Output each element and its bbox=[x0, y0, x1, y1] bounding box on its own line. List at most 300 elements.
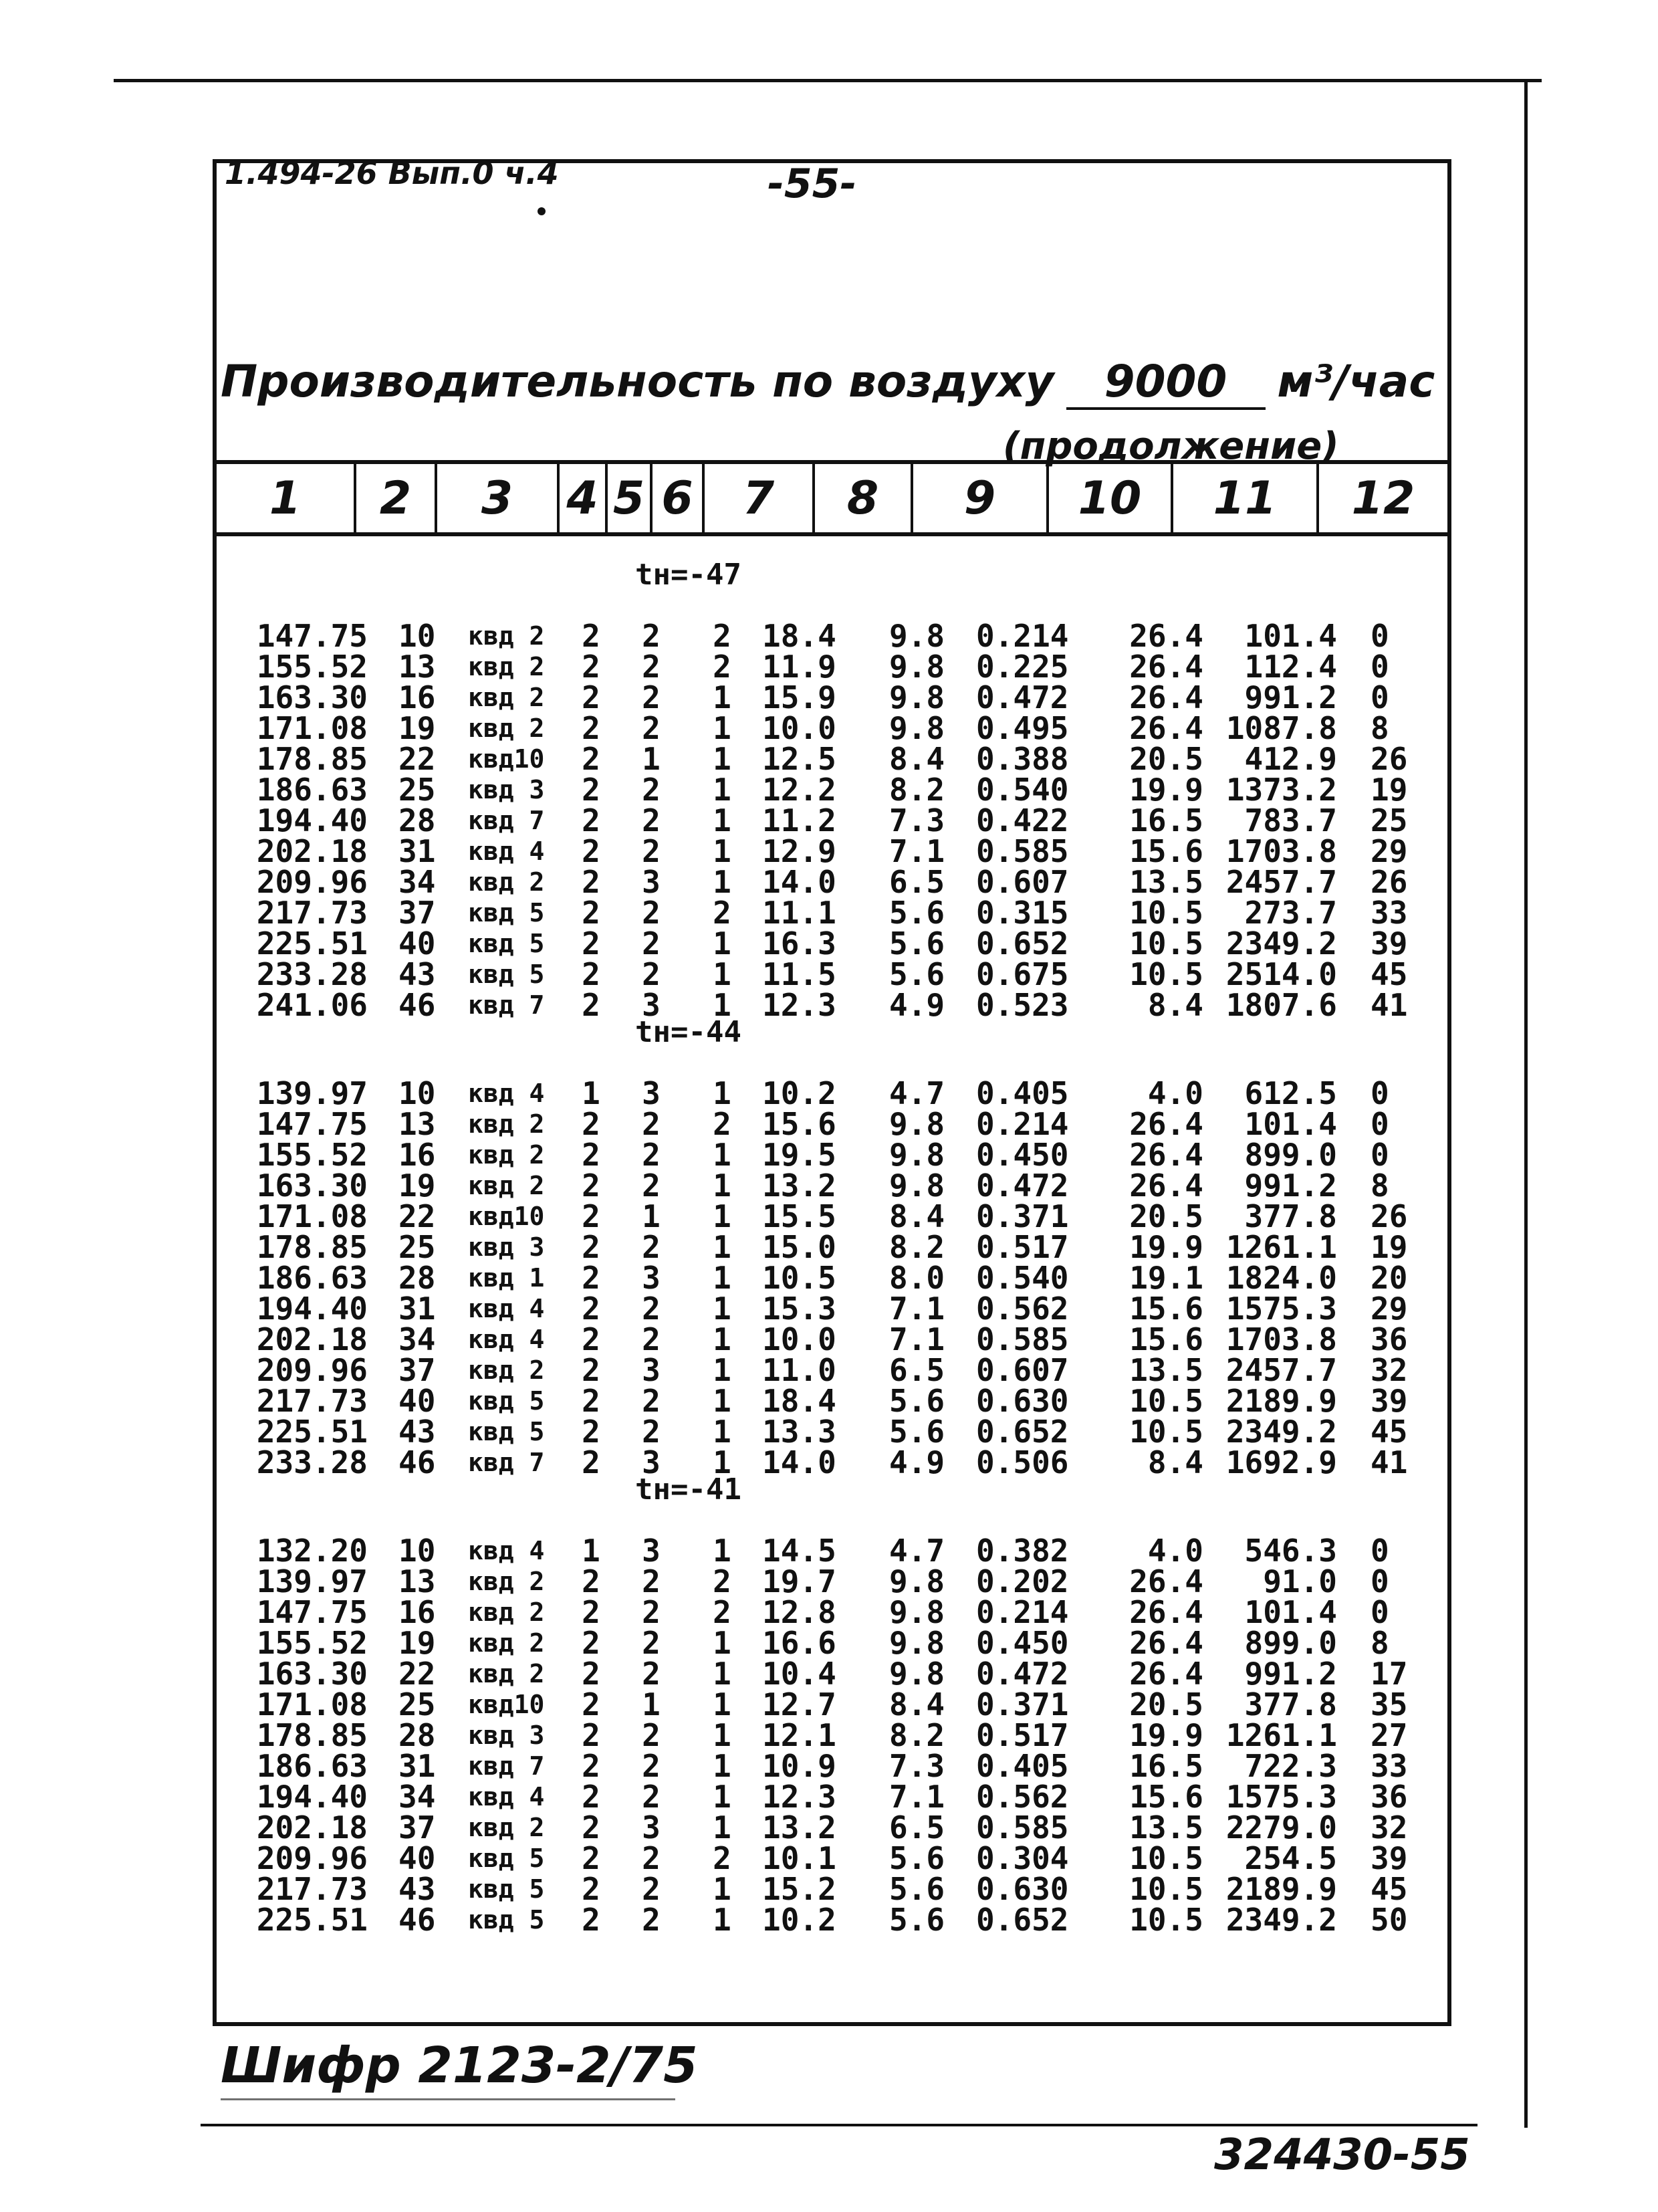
table-row bbox=[0, 618, 1658, 654]
cell-col-2: 34 bbox=[398, 1321, 436, 1357]
cell-col-2: 10 bbox=[398, 1075, 436, 1111]
cell-col-9: 0.630 bbox=[976, 1383, 1069, 1419]
cell-col-4: 2 bbox=[582, 1229, 600, 1265]
table-row bbox=[0, 1352, 1658, 1388]
cell-col-4: 2 bbox=[582, 1748, 600, 1784]
cell-col-7: 10.1 bbox=[762, 1840, 836, 1876]
cell-col-4: 2 bbox=[582, 1625, 600, 1661]
cell-col-9: 0.607 bbox=[976, 864, 1069, 900]
cell-col-9: 0.450 bbox=[976, 1625, 1069, 1661]
cell-col-1: 178.85 bbox=[256, 1717, 368, 1753]
cell-col-9: 0.304 bbox=[976, 1840, 1069, 1876]
cell-col-3: квд 2 bbox=[468, 1109, 545, 1139]
cell-col-11: 2457.7 bbox=[1225, 864, 1337, 900]
cell-col-9: 0.422 bbox=[976, 802, 1069, 839]
cell-col-8: 7.1 bbox=[889, 1291, 945, 1327]
cell-col-6: 1 bbox=[713, 1809, 731, 1846]
cell-col-9: 0.214 bbox=[976, 618, 1069, 654]
cell-col-11: 991.2 bbox=[1244, 679, 1337, 715]
cell-col-4: 2 bbox=[582, 1352, 600, 1388]
cell-col-7: 15.2 bbox=[762, 1871, 836, 1907]
cell-col-7: 10.5 bbox=[762, 1260, 836, 1296]
cell-col-11: 1692.9 bbox=[1225, 1444, 1337, 1480]
cell-col-11: 273.7 bbox=[1244, 895, 1337, 931]
col-header-2: 2 bbox=[354, 464, 435, 532]
cell-col-1: 139.97 bbox=[256, 1563, 368, 1599]
cell-col-9: 0.585 bbox=[976, 1809, 1069, 1846]
table-row bbox=[0, 1106, 1658, 1142]
table-row bbox=[0, 1656, 1658, 1692]
col-header-12: 12 bbox=[1316, 464, 1447, 532]
cell-col-7: 15.3 bbox=[762, 1291, 836, 1327]
cell-col-6: 1 bbox=[713, 1717, 731, 1753]
cell-col-8: 5.6 bbox=[889, 1902, 945, 1938]
cell-col-11: 1703.8 bbox=[1225, 1321, 1337, 1357]
cell-col-12: 45 bbox=[1371, 956, 1408, 992]
cell-col-1: 202.18 bbox=[256, 1809, 368, 1846]
cell-col-7: 11.0 bbox=[762, 1352, 836, 1388]
cell-col-11: 101.4 bbox=[1244, 618, 1337, 654]
cell-col-5: 2 bbox=[642, 1840, 661, 1876]
cell-col-3: квд10 bbox=[468, 1202, 545, 1231]
table-row bbox=[0, 1748, 1658, 1784]
cell-col-11: 2349.2 bbox=[1225, 1414, 1337, 1450]
cell-col-8: 9.8 bbox=[889, 1137, 945, 1173]
cell-col-4: 2 bbox=[582, 864, 600, 900]
cell-col-1: 209.96 bbox=[256, 1352, 368, 1388]
cell-col-10: 26.4 bbox=[1129, 1106, 1203, 1142]
cell-col-3: квд10 bbox=[468, 744, 545, 774]
cell-col-10: 10.5 bbox=[1129, 1383, 1203, 1419]
cell-col-1: 163.30 bbox=[256, 1168, 368, 1204]
cell-col-10: 16.5 bbox=[1129, 1748, 1203, 1784]
mark-dot bbox=[538, 207, 546, 215]
cell-col-3: квд 5 bbox=[468, 898, 545, 927]
cell-col-6: 2 bbox=[713, 1840, 731, 1876]
cell-col-8: 9.8 bbox=[889, 1168, 945, 1204]
cell-col-2: 40 bbox=[398, 925, 436, 962]
table-row bbox=[0, 864, 1658, 900]
cell-col-1: 178.85 bbox=[256, 1229, 368, 1265]
cell-col-8: 9.8 bbox=[889, 1656, 945, 1692]
cell-col-11: 612.5 bbox=[1244, 1075, 1337, 1111]
cell-col-1: 202.18 bbox=[256, 833, 368, 869]
cell-col-1: 217.73 bbox=[256, 1871, 368, 1907]
cell-col-8: 8.2 bbox=[889, 772, 945, 808]
cell-col-12: 33 bbox=[1371, 895, 1408, 931]
cell-col-3: квд 2 bbox=[468, 1355, 545, 1385]
cell-col-7: 11.5 bbox=[762, 956, 836, 992]
cell-col-2: 13 bbox=[398, 649, 436, 685]
cell-col-6: 1 bbox=[713, 1686, 731, 1723]
cell-col-12: 41 bbox=[1371, 987, 1408, 1023]
cell-col-11: 2349.2 bbox=[1225, 925, 1337, 962]
cell-col-8: 7.3 bbox=[889, 802, 945, 839]
cell-col-8: 5.6 bbox=[889, 1383, 945, 1419]
cell-col-3: квд 4 bbox=[468, 837, 545, 866]
cell-col-7: 16.3 bbox=[762, 925, 836, 962]
column-header-row bbox=[217, 460, 1447, 536]
cell-col-11: 1087.8 bbox=[1225, 710, 1337, 746]
cell-col-9: 0.214 bbox=[976, 1594, 1069, 1630]
cell-col-9: 0.607 bbox=[976, 1352, 1069, 1388]
cell-col-3: квд 2 bbox=[468, 621, 545, 651]
cell-col-12: 8 bbox=[1371, 1625, 1389, 1661]
title-value: 9000 bbox=[1066, 356, 1266, 410]
cell-col-10: 4.0 bbox=[1147, 1533, 1203, 1569]
cell-col-12: 50 bbox=[1371, 1902, 1408, 1938]
cell-col-12: 0 bbox=[1371, 1594, 1389, 1630]
table-row bbox=[0, 895, 1658, 931]
cell-col-1: 147.75 bbox=[256, 1594, 368, 1630]
cell-col-7: 14.0 bbox=[762, 1444, 836, 1480]
cell-col-12: 20 bbox=[1371, 1260, 1408, 1296]
cell-col-4: 1 bbox=[582, 1075, 600, 1111]
cell-col-6: 1 bbox=[713, 1352, 731, 1388]
cell-col-1: 171.08 bbox=[256, 1198, 368, 1234]
cell-col-8: 4.7 bbox=[889, 1533, 945, 1569]
cell-col-3: квд 2 bbox=[468, 1628, 545, 1658]
table-row bbox=[0, 710, 1658, 746]
cell-col-3: квд 3 bbox=[468, 1232, 545, 1262]
cell-col-12: 0 bbox=[1371, 649, 1389, 685]
cell-col-8: 7.1 bbox=[889, 833, 945, 869]
cell-col-11: 899.0 bbox=[1244, 1625, 1337, 1661]
cell-col-12: 0 bbox=[1371, 1106, 1389, 1142]
cell-col-1: 132.20 bbox=[256, 1533, 368, 1569]
cell-col-6: 2 bbox=[713, 618, 731, 654]
table-row bbox=[0, 925, 1658, 962]
cell-col-7: 12.3 bbox=[762, 987, 836, 1023]
cell-col-8: 5.6 bbox=[889, 895, 945, 931]
cell-col-2: 28 bbox=[398, 1717, 436, 1753]
cell-col-4: 2 bbox=[582, 1840, 600, 1876]
cell-col-12: 26 bbox=[1371, 741, 1408, 777]
col-header-8: 8 bbox=[812, 464, 911, 532]
col-header-7: 7 bbox=[702, 464, 812, 532]
cell-col-5: 2 bbox=[642, 1106, 661, 1142]
cell-col-11: 254.5 bbox=[1244, 1840, 1337, 1876]
cell-col-5: 3 bbox=[642, 1809, 661, 1846]
cell-col-3: квд 3 bbox=[468, 1721, 545, 1750]
cell-col-1: 194.40 bbox=[256, 1779, 368, 1815]
cell-col-8: 5.6 bbox=[889, 1871, 945, 1907]
cell-col-12: 33 bbox=[1371, 1748, 1408, 1784]
cell-col-2: 16 bbox=[398, 1137, 436, 1173]
cell-col-12: 32 bbox=[1371, 1352, 1408, 1388]
cell-col-10: 26.4 bbox=[1129, 1656, 1203, 1692]
cell-col-8: 4.9 bbox=[889, 987, 945, 1023]
cell-col-10: 26.4 bbox=[1129, 1137, 1203, 1173]
cell-col-10: 13.5 bbox=[1129, 1352, 1203, 1388]
cell-col-5: 2 bbox=[642, 1717, 661, 1753]
cell-col-3: квд 5 bbox=[468, 1874, 545, 1904]
cell-col-9: 0.388 bbox=[976, 741, 1069, 777]
cell-col-5: 3 bbox=[642, 1533, 661, 1569]
table-row bbox=[0, 1625, 1658, 1661]
cell-col-10: 10.5 bbox=[1129, 956, 1203, 992]
cell-col-12: 36 bbox=[1371, 1321, 1408, 1357]
cell-col-10: 19.9 bbox=[1129, 1717, 1203, 1753]
cell-col-11: 991.2 bbox=[1244, 1656, 1337, 1692]
cell-col-2: 19 bbox=[398, 1625, 436, 1661]
table-row bbox=[0, 1444, 1658, 1480]
cell-col-1: 186.63 bbox=[256, 772, 368, 808]
cell-col-5: 2 bbox=[642, 1229, 661, 1265]
cell-col-8: 8.0 bbox=[889, 1260, 945, 1296]
cell-col-12: 29 bbox=[1371, 833, 1408, 869]
cell-col-6: 1 bbox=[713, 1198, 731, 1234]
cell-col-7: 11.2 bbox=[762, 802, 836, 839]
cell-col-9: 0.630 bbox=[976, 1871, 1069, 1907]
cell-col-7: 10.9 bbox=[762, 1748, 836, 1784]
cell-col-3: квд 5 bbox=[468, 1417, 545, 1446]
cell-col-10: 26.4 bbox=[1129, 618, 1203, 654]
cell-col-4: 2 bbox=[582, 772, 600, 808]
cell-col-6: 1 bbox=[713, 864, 731, 900]
cell-col-2: 40 bbox=[398, 1840, 436, 1876]
cell-col-5: 2 bbox=[642, 1291, 661, 1327]
col-header-11: 11 bbox=[1171, 464, 1316, 532]
cell-col-11: 991.2 bbox=[1244, 1168, 1337, 1204]
cell-col-9: 0.472 bbox=[976, 1168, 1069, 1204]
cell-col-4: 2 bbox=[582, 1168, 600, 1204]
cell-col-6: 1 bbox=[713, 679, 731, 715]
cell-col-12: 8 bbox=[1371, 1168, 1389, 1204]
cell-col-1: 209.96 bbox=[256, 1840, 368, 1876]
cell-col-3: квд 4 bbox=[468, 1536, 545, 1565]
cell-col-7: 10.0 bbox=[762, 1321, 836, 1357]
cell-col-2: 46 bbox=[398, 987, 436, 1023]
cell-col-5: 2 bbox=[642, 1563, 661, 1599]
cell-col-7: 13.2 bbox=[762, 1809, 836, 1846]
cell-col-2: 10 bbox=[398, 618, 436, 654]
cell-col-6: 2 bbox=[713, 895, 731, 931]
table-row bbox=[0, 1229, 1658, 1265]
cell-col-12: 26 bbox=[1371, 1198, 1408, 1234]
cell-col-8: 9.8 bbox=[889, 1594, 945, 1630]
table-row bbox=[0, 1809, 1658, 1846]
cell-col-7: 12.1 bbox=[762, 1717, 836, 1753]
cell-col-2: 43 bbox=[398, 1871, 436, 1907]
cell-col-4: 2 bbox=[582, 710, 600, 746]
cell-col-4: 2 bbox=[582, 1656, 600, 1692]
cell-col-1: 225.51 bbox=[256, 925, 368, 962]
cell-col-3: квд 7 bbox=[468, 806, 545, 835]
cell-col-1: 171.08 bbox=[256, 1686, 368, 1723]
cell-col-10: 4.0 bbox=[1147, 1075, 1203, 1111]
table-row bbox=[0, 956, 1658, 992]
cell-col-7: 13.2 bbox=[762, 1168, 836, 1204]
table-row bbox=[0, 1840, 1658, 1876]
table-row bbox=[0, 1533, 1658, 1569]
cell-col-6: 1 bbox=[713, 987, 731, 1023]
cell-col-10: 20.5 bbox=[1129, 741, 1203, 777]
cell-col-4: 2 bbox=[582, 833, 600, 869]
cell-col-8: 9.8 bbox=[889, 618, 945, 654]
cell-col-6: 1 bbox=[713, 956, 731, 992]
table-row bbox=[0, 1686, 1658, 1723]
cell-col-7: 12.3 bbox=[762, 1779, 836, 1815]
cell-col-10: 26.4 bbox=[1129, 1594, 1203, 1630]
cell-col-10: 20.5 bbox=[1129, 1198, 1203, 1234]
cell-col-3: квд 2 bbox=[468, 1597, 545, 1627]
cell-col-4: 2 bbox=[582, 1717, 600, 1753]
table-row bbox=[0, 1198, 1658, 1234]
title-unit: м³/час bbox=[1277, 356, 1435, 407]
cell-col-1: 202.18 bbox=[256, 1321, 368, 1357]
cell-col-3: квд 2 bbox=[468, 683, 545, 712]
cell-col-3: квд 5 bbox=[468, 929, 545, 958]
cell-col-1: 233.28 bbox=[256, 1444, 368, 1480]
cell-col-9: 0.652 bbox=[976, 925, 1069, 962]
cell-col-9: 0.202 bbox=[976, 1563, 1069, 1599]
cell-col-6: 1 bbox=[713, 741, 731, 777]
cell-col-5: 2 bbox=[642, 772, 661, 808]
cell-col-5: 1 bbox=[642, 1686, 661, 1723]
cell-col-12: 39 bbox=[1371, 1383, 1408, 1419]
cell-col-1: 139.97 bbox=[256, 1075, 368, 1111]
cell-col-5: 2 bbox=[642, 1748, 661, 1784]
cell-col-10: 26.4 bbox=[1129, 1168, 1203, 1204]
cell-col-7: 10.2 bbox=[762, 1075, 836, 1111]
cell-col-5: 3 bbox=[642, 1075, 661, 1111]
cell-col-6: 2 bbox=[713, 1594, 731, 1630]
cell-col-6: 1 bbox=[713, 1533, 731, 1569]
cell-col-3: квд 5 bbox=[468, 1844, 545, 1873]
cell-col-6: 1 bbox=[713, 1229, 731, 1265]
cell-col-7: 18.4 bbox=[762, 1383, 836, 1419]
cell-col-4: 2 bbox=[582, 802, 600, 839]
cell-col-5: 2 bbox=[642, 1383, 661, 1419]
cell-col-12: 19 bbox=[1371, 1229, 1408, 1265]
cell-col-9: 0.214 bbox=[976, 1106, 1069, 1142]
table-row bbox=[0, 833, 1658, 869]
archive-stamp: 324430-55 bbox=[1214, 2130, 1470, 2180]
cell-col-8: 9.8 bbox=[889, 679, 945, 715]
cell-col-7: 13.3 bbox=[762, 1414, 836, 1450]
cell-col-5: 2 bbox=[642, 1414, 661, 1450]
document-reference: 1.494-26 Вып.0 ч.4 bbox=[225, 155, 559, 191]
cell-col-12: 0 bbox=[1371, 1075, 1389, 1111]
table-row bbox=[0, 741, 1658, 777]
cell-col-7: 12.7 bbox=[762, 1686, 836, 1723]
col-header-4: 4 bbox=[557, 464, 605, 532]
cell-col-11: 899.0 bbox=[1244, 1137, 1337, 1173]
cell-col-11: 722.3 bbox=[1244, 1748, 1337, 1784]
cell-col-11: 101.4 bbox=[1244, 1106, 1337, 1142]
cell-col-7: 16.6 bbox=[762, 1625, 836, 1661]
bottom-edge-line bbox=[201, 2124, 1477, 2126]
table-row bbox=[0, 649, 1658, 685]
cell-col-8: 9.8 bbox=[889, 1625, 945, 1661]
cell-col-5: 3 bbox=[642, 1260, 661, 1296]
cell-col-3: квд 5 bbox=[468, 1905, 545, 1934]
table-row bbox=[0, 1563, 1658, 1599]
cell-col-4: 2 bbox=[582, 987, 600, 1023]
cell-col-4: 2 bbox=[582, 895, 600, 931]
cell-col-10: 10.5 bbox=[1129, 1840, 1203, 1876]
cell-col-2: 25 bbox=[398, 772, 436, 808]
cell-col-9: 0.585 bbox=[976, 1321, 1069, 1357]
cell-col-6: 1 bbox=[713, 1871, 731, 1907]
cell-col-3: квд10 bbox=[468, 1690, 545, 1719]
table-row bbox=[0, 1779, 1658, 1815]
cell-col-12: 26 bbox=[1371, 864, 1408, 900]
cell-col-2: 19 bbox=[398, 1168, 436, 1204]
cell-col-5: 2 bbox=[642, 956, 661, 992]
cell-col-4: 2 bbox=[582, 741, 600, 777]
cell-col-11: 1703.8 bbox=[1225, 833, 1337, 869]
cell-col-7: 10.0 bbox=[762, 710, 836, 746]
cell-col-6: 1 bbox=[713, 710, 731, 746]
cell-col-2: 31 bbox=[398, 833, 436, 869]
cell-col-4: 2 bbox=[582, 1414, 600, 1450]
cell-col-1: 155.52 bbox=[256, 1137, 368, 1173]
cell-col-5: 2 bbox=[642, 895, 661, 931]
cell-col-2: 25 bbox=[398, 1686, 436, 1723]
cell-col-3: квд 2 bbox=[468, 652, 545, 681]
cell-col-12: 19 bbox=[1371, 772, 1408, 808]
cell-col-8: 8.4 bbox=[889, 1686, 945, 1723]
cell-col-12: 27 bbox=[1371, 1717, 1408, 1753]
cell-col-10: 26.4 bbox=[1129, 649, 1203, 685]
cell-col-9: 0.517 bbox=[976, 1717, 1069, 1753]
cell-col-8: 9.8 bbox=[889, 1563, 945, 1599]
cell-col-8: 7.1 bbox=[889, 1779, 945, 1815]
cell-col-3: квд 2 bbox=[468, 713, 545, 743]
cell-col-5: 3 bbox=[642, 987, 661, 1023]
cell-col-3: квд 4 bbox=[468, 1079, 545, 1108]
cell-col-3: квд 4 bbox=[468, 1325, 545, 1354]
cell-col-10: 15.6 bbox=[1129, 1779, 1203, 1815]
cell-col-5: 2 bbox=[642, 618, 661, 654]
cell-col-4: 2 bbox=[582, 679, 600, 715]
cell-col-3: квд 7 bbox=[468, 990, 545, 1020]
cell-col-12: 0 bbox=[1371, 1563, 1389, 1599]
table-row bbox=[0, 1414, 1658, 1450]
cell-col-6: 2 bbox=[713, 1106, 731, 1142]
cell-col-7: 14.0 bbox=[762, 864, 836, 900]
cell-col-9: 0.517 bbox=[976, 1229, 1069, 1265]
cell-col-10: 10.5 bbox=[1129, 1871, 1203, 1907]
cell-col-9: 0.495 bbox=[976, 710, 1069, 746]
cell-col-9: 0.382 bbox=[976, 1533, 1069, 1569]
cell-col-2: 13 bbox=[398, 1563, 436, 1599]
cell-col-7: 15.5 bbox=[762, 1198, 836, 1234]
cell-col-4: 2 bbox=[582, 1902, 600, 1938]
cell-col-11: 101.4 bbox=[1244, 1594, 1337, 1630]
cell-col-4: 2 bbox=[582, 1809, 600, 1846]
cell-col-12: 36 bbox=[1371, 1779, 1408, 1815]
cell-col-4: 2 bbox=[582, 618, 600, 654]
cell-col-10: 10.5 bbox=[1129, 1902, 1203, 1938]
cell-col-10: 10.5 bbox=[1129, 925, 1203, 962]
cell-col-12: 45 bbox=[1371, 1414, 1408, 1450]
cell-col-3: квд 2 bbox=[468, 1171, 545, 1200]
table-row bbox=[0, 1383, 1658, 1419]
cell-col-5: 2 bbox=[642, 1871, 661, 1907]
col-header-9: 9 bbox=[911, 464, 1046, 532]
cell-col-5: 2 bbox=[642, 1137, 661, 1173]
cell-col-9: 0.675 bbox=[976, 956, 1069, 992]
cell-col-7: 12.9 bbox=[762, 833, 836, 869]
cell-col-3: квд 5 bbox=[468, 960, 545, 989]
cell-col-2: 37 bbox=[398, 895, 436, 931]
cell-col-9: 0.405 bbox=[976, 1748, 1069, 1784]
cell-col-4: 2 bbox=[582, 649, 600, 685]
cell-col-4: 2 bbox=[582, 1198, 600, 1234]
